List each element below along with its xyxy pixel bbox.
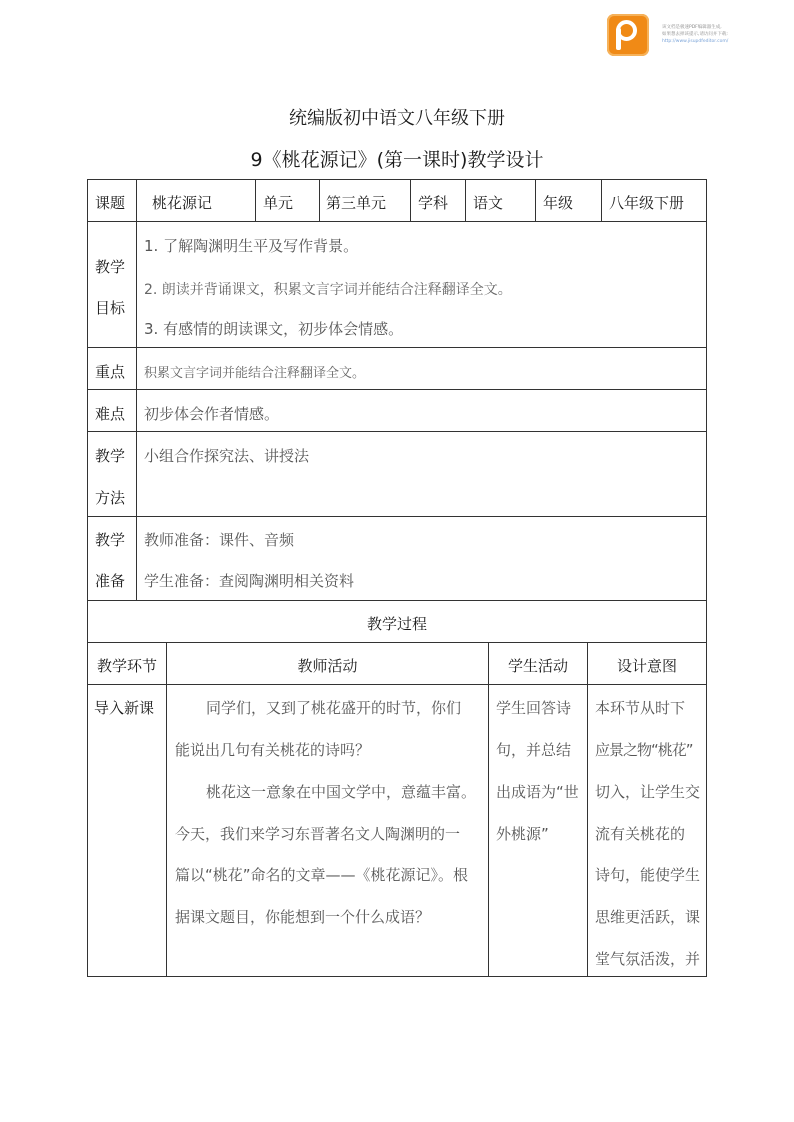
prep-teacher: 教师准备：课件、音频 — [144, 531, 295, 549]
prep-student: 学生准备：查阅陶渊明相关资料 — [144, 572, 355, 590]
student-line-3: 出成语为“世 — [496, 783, 579, 801]
method-label-bottom: 方法 — [95, 489, 126, 507]
cell-stage-intro — [87, 684, 167, 977]
cell-goals-label — [87, 221, 137, 348]
goal-item-2: 2. 朗读并背诵课文，积累文言字词并能结合注释翻译全文。 — [144, 282, 512, 298]
intent-line-6: 思维更活跃，课 — [595, 908, 701, 926]
subject-value: 语文 — [473, 194, 504, 212]
stage-intro: 导入新课 — [94, 699, 155, 717]
teacher-line-4: 今天，我们来学习东晋著名文人陶渊明的一 — [175, 825, 461, 843]
intent-line-7: 堂气氛活泼，并 — [595, 950, 701, 968]
watermark-text — [662, 24, 792, 45]
unit-label: 单元 — [263, 194, 294, 212]
teacher-line-1: 同学们，又到了桃花盛开的时节，你们 — [206, 699, 462, 717]
intent-line-2: 应景之物“桃花” — [595, 741, 693, 759]
document-subtitle: 9《桃花源记》(第一课时)教学设计 — [250, 149, 544, 171]
unit-value: 第三单元 — [326, 194, 387, 212]
process-heading: 教学过程 — [366, 615, 427, 633]
student-line-1: 学生回答诗 — [496, 699, 572, 717]
watermark-line-1: 该文档是极速PDF编辑器生成, — [662, 25, 722, 30]
student-line-2: 句，并总结 — [496, 741, 572, 759]
difficulty-text: 初步体会作者情感。 — [144, 405, 280, 423]
document-title: 统编版初中语文八年级下册 — [289, 108, 505, 129]
keypoint-text: 积累文言字词并能结合注释翻译全文。 — [144, 366, 366, 381]
pdf-editor-logo-icon — [607, 14, 649, 56]
teacher-line-5: 篇以“桃花”命名的文章——《桃花源记》。根 — [175, 866, 469, 884]
teacher-line-3: 桃花这一意象在中国文学中，意蕴丰富。 — [206, 783, 477, 801]
column-header-student: 学生活动 — [507, 657, 568, 675]
intent-line-1: 本环节从时下 — [595, 699, 686, 717]
topic-label: 课题 — [95, 194, 126, 212]
teacher-line-6: 据课文题目，你能想到一个什么成语？ — [175, 908, 431, 926]
intent-line-3: 切入，让学生交 — [595, 783, 701, 801]
goal-item-3: 3. 有感情的朗读课文，初步体会情感。 — [144, 320, 404, 338]
logo-stem — [616, 28, 621, 50]
method-label-top: 教学 — [95, 447, 126, 465]
topic-value: 桃花源记 — [152, 194, 213, 212]
grade-label: 年级 — [543, 194, 574, 212]
subject-label: 学科 — [418, 194, 449, 212]
goal-item-1: 1. 了解陶渊明生平及写作背景。 — [144, 237, 359, 255]
goals-label-top: 教学 — [95, 258, 126, 276]
column-header-stage: 教学环节 — [96, 657, 157, 675]
prep-label-top: 教学 — [95, 531, 126, 549]
goals-label-bottom: 目标 — [95, 299, 126, 317]
difficulty-label: 难点 — [95, 405, 126, 423]
intent-line-5: 诗句，能使学生 — [595, 866, 701, 884]
intent-line-4: 流有关桃花的 — [595, 825, 686, 843]
student-line-4: 外桃源” — [496, 825, 549, 843]
watermark-line-2: 如果想去掉该提示,请访问并下载: — [662, 32, 728, 37]
grade-value: 八年级下册 — [609, 194, 685, 212]
column-header-intent: 设计意图 — [616, 657, 677, 675]
keypoint-label: 重点 — [95, 363, 126, 381]
teacher-line-2: 能说出几句有关桃花的诗吗？ — [175, 741, 371, 759]
prep-label-bottom: 准备 — [95, 572, 126, 590]
watermark-link[interactable]: http://www.jisupdfeditor.com/ — [662, 39, 729, 44]
column-header-teacher: 教师活动 — [297, 657, 358, 675]
method-text: 小组合作探究法、讲授法 — [144, 447, 310, 465]
cell-method-content — [136, 431, 707, 517]
